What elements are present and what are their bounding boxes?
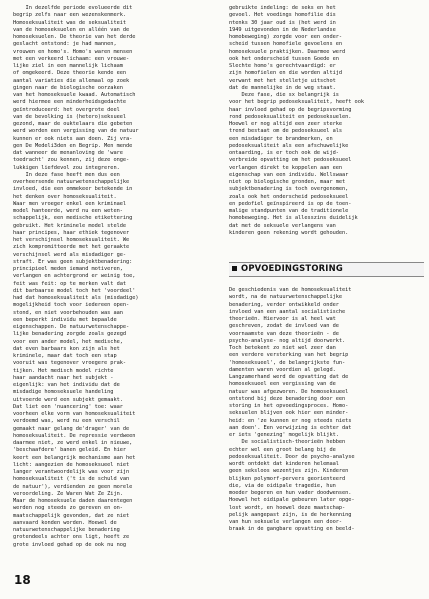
text-line: dit barbaarse model toch het 'voordeel' [13, 287, 136, 294]
text-line: begrip zelfs naar een wezenskenmerk. [13, 12, 127, 19]
text-line: Toch betekent zo niet wel zeer dan [229, 345, 336, 351]
text-line: voorheen elke vorm van homoseksualiteit [13, 411, 136, 417]
text-line: haar aandacht naar het subjekt - [13, 374, 114, 381]
text-line: of omgekeerd. Deze theorie kende een [13, 70, 127, 77]
text-line: van de bevolking is (hetero)seksueel [13, 113, 127, 120]
text-line: trend bestaat om de pedoseksueel als [229, 128, 343, 135]
text-line: ook het onderscheid tussen Goede en [229, 55, 339, 62]
heading-bullet-square [232, 266, 237, 271]
text-line: een verdere versterking van het begrip [229, 352, 349, 359]
text-line: lukkigen liefdevol zou integreren. [13, 164, 120, 171]
text-line: subjektbenadering is toch overgenomen, [229, 186, 349, 193]
text-line: malige standpunten van de traditionele [229, 208, 349, 214]
text-line: pelijk aangepast zijn, is de herkenning [229, 511, 352, 518]
text-line: Maar de homoseksuele daden daarentegen [13, 498, 133, 504]
text-line: storing in het opvoedingsproces. Homo- [229, 403, 349, 409]
text-line: ntenks 30 jaar oud is (het werd in [229, 19, 336, 26]
text-line: wordt, na de natuurwetenschappelijke [229, 294, 343, 301]
text-line: homoseksualiteit. De repressie verdween [13, 432, 136, 439]
text-line: homobeweging) zorgde voor een onder- [229, 34, 343, 40]
text-line: heid: en 'ze kunnen er nog steeds niets [229, 417, 352, 424]
text-line: Waar men vroeger enkel een kriminael [13, 200, 127, 207]
text-line: verlangen direkt te koppelen aan een [229, 164, 343, 171]
text-line: lijke ziel in een mannelijk lichaam [13, 63, 123, 69]
text-line: Slechte homo's gerechtvaardigd: er [229, 63, 336, 69]
text-line: het verschijnsel homoseksualiteit. We [13, 237, 130, 243]
text-line: tijken. Het medisch model richte [13, 367, 114, 374]
text-line: gebruikte indeling: de seks en het [229, 5, 336, 11]
text-line: schappelijk, een medische etikettering [13, 215, 133, 222]
text-line: geschreven, zodat de invloed van de [229, 323, 339, 330]
text-line: geslacht ontstond: je had mannen, [13, 41, 117, 48]
text-line: gebruikt. Het kriminele model stelde [13, 222, 127, 229]
text-line: natuur was afgezworen. De homoseksueel [229, 388, 349, 395]
text-line: seksuelen blijven ook hier een minder- [229, 410, 349, 417]
text-line: De socialistisch-theorieën hebben [229, 439, 346, 446]
text-line: dat even barbaars kon zijn als het [13, 345, 120, 352]
text-line: gevoel. Het voedings homofilie dis [229, 12, 336, 19]
text-line: 'homoseksueel', de belangrijkste fun- [229, 359, 346, 366]
text-line: invloed, die een ommekeer betekende in [13, 186, 133, 193]
text-line: zich kompromitteerde met het geraakte [13, 244, 130, 251]
text-line: een beperkt individu met bepaalde [13, 316, 117, 323]
text-line: homoseksualiteit ('t is de schuld van [13, 476, 130, 483]
page-number: 18 [14, 573, 31, 587]
text-line: dat de mannelijke in de weg staat. [229, 84, 336, 91]
text-line: uitvoerde werd een subjekt gemaakt. [13, 396, 123, 403]
text-line: niet op biologische gronden, maar met [229, 179, 346, 185]
text-line: zoals ook het onderscheid pedoseksueel [229, 193, 349, 200]
text-line: homoseksueel een vergissing van de [229, 381, 336, 388]
text-line: pedoseksualiteit. Door de psycho-analyse [229, 453, 355, 460]
text-line: lost wordt, en hoewel deze maatschap- [229, 504, 346, 511]
text-line: vrouwen en homo's. Homo's waren mensen [13, 48, 133, 55]
text-line: homobeweging. Het is allesszins duidelijk [229, 215, 358, 222]
text-line: voornaamste van deze theorieën - de [229, 330, 339, 337]
text-line: ontaarding, is er toch ook de wijd- [229, 150, 339, 156]
text-line: had dat homoseksualiteit als (misdadige) [13, 295, 139, 301]
text-line: wordt ontdekt dat kinderen helemaal [229, 461, 339, 467]
text-line: eigenschap van een individu. Wellswaar [229, 171, 349, 178]
text-line: verbreide opvatting om het pedoseksueel [229, 157, 352, 164]
text-line: scheid tussen homofiele gevoelens en [229, 41, 343, 48]
text-line: kinderen geen rekening wordt gehouden. [229, 229, 349, 236]
text-line: verwant met het stelletje uitschot [229, 77, 336, 84]
text-line: 1949 uitgevonden in de Nederlandse [229, 26, 336, 33]
text-line: Deze fase, die sx belangrijk is [229, 92, 339, 98]
right-top-text-column [229, 5, 424, 253]
text-line: damenten waren voordien al gelegd. [229, 366, 336, 373]
text-line: invloed van een aantal socialistische [229, 308, 346, 315]
text-line: Langzamerhand werd de opvatting dat de [229, 374, 349, 380]
text-line: dat wanneer de menanloving de 'ware [13, 150, 123, 156]
text-line: langer verantwoordelijk was voor zijn [13, 469, 130, 475]
text-line: Homoseksualiteit was de seksualiteit [13, 19, 127, 26]
text-line: braak in de gangbare opvatting en beeld- [229, 526, 355, 533]
text-line: Dat liet een 'nuancering' toe: waar [13, 403, 123, 410]
text-line: daarmee niet, ze werd enkel in nieuwe, [13, 440, 133, 446]
text-line: In deze fase heeft men dus een [13, 171, 120, 178]
text-line: werd hiermee een minderheidsgedachte [13, 99, 127, 106]
text-line: werden nog steeds zo gereven en on- [13, 505, 123, 512]
text-line: gemaakt naar gelang de'drager' van de [13, 425, 130, 432]
text-line: rond pedoseksualiteit en pedoseksuelen. [229, 113, 352, 120]
text-line: theorieën. Hiervoor is al heel wat [229, 316, 336, 322]
text-line: voor het begrip pedoseksualiteit, heeft ook [229, 99, 364, 106]
text-line: benadering, verder ontwikkeld onder [229, 301, 339, 308]
text-line: stond, en niet voorbehouden was aan [13, 309, 123, 316]
text-line: er iets 'genezing' mogelijk blijkt. [229, 432, 339, 438]
text-line: feit was feit: op te merken valt dat [13, 280, 127, 287]
text-line: verdoemd was, werd nu een verschil [13, 418, 120, 425]
text-line: maatschappelijk gevonden, dat ze niet [13, 512, 130, 519]
text-line: model hanteerde, werd nu een weten- [13, 208, 123, 214]
text-line: haar invloed gehad op de begripsvorming [229, 106, 352, 113]
text-line: homoseksuele praktijken. Daarmee werd [229, 48, 346, 55]
text-line: licht: aangezien de homoseksueel niet [13, 461, 130, 468]
text-line: van het homoseksuele kwaad. Automatisch [13, 92, 136, 98]
text-line: Hoewel het oidipale gebeuren later opge- [229, 497, 355, 504]
text-line: van de homoseksuelen en alléén van de [13, 26, 130, 33]
text-line: mogelijkheid toch voor iedereen open- [13, 302, 130, 309]
text-line: principieel meden iemand motiveren, [13, 266, 123, 272]
text-line: homoseksuelen. De theorie van het derde [13, 34, 136, 40]
text-line: straft. Er was geen subjektbenadering: [13, 258, 133, 265]
text-line: met een verkeerd lichaam: een vrouwe- [13, 55, 130, 62]
text-line: gen De Medeli3den en Begrip. Men mende [13, 142, 133, 149]
text-line: vooruit was tegenover vroegere prak- [13, 360, 127, 367]
section-heading: OPVOEDINGSTORING [241, 263, 343, 273]
text-line: ontstond bij deze benadering door een [229, 395, 346, 402]
text-line: Hoewel er nog altijd een zeer sterke [229, 121, 343, 127]
text-line: aantal variaties die allemaal op zoek [13, 77, 130, 84]
text-line: kriminele, maar dat toch een stap [13, 353, 117, 359]
text-line: natuurwetenschappelijke benadering [13, 527, 120, 533]
text-line: grotendeels achter ons ligt, heeft ze [13, 534, 130, 541]
text-line: verschijnsel werd als misdadiger ge- [13, 251, 127, 258]
text-line: aanvaard konden worden. Hoewel de [13, 519, 117, 526]
text-line: In dezelfde periode evolueerde dit [13, 5, 133, 11]
text-line: en pedofiel geïnspireerd is op de toen- [229, 200, 352, 207]
text-line: eigenschappen. De natuurwetenschappe- [13, 324, 130, 330]
text-line: van hun seksuele verlangen een door- [229, 519, 343, 525]
text-line: psycho-analyse- nog altijd doorwerkt. [229, 337, 346, 344]
text-line: geïntroduceerd: het overgrote deel [13, 106, 120, 113]
text-line: overheersende natuurwetenschappelijke [13, 179, 130, 185]
text-line: misdadige homoseksuele handeling [13, 389, 114, 396]
text-line: eigenlijk: van het individu dat de [13, 382, 120, 388]
right-bottom-text-column [229, 287, 424, 593]
text-line: toedracht' zou kennen, zij deze onge- [13, 157, 130, 164]
text-line: verlangen en achtergrond er weinig toe, [13, 273, 136, 280]
left-text-column [13, 5, 216, 570]
text-line: 'beschaafdere' banen geleid. En hier [13, 447, 127, 454]
text-line: kunnen er ook niets aan doen. Zij vra- [13, 135, 133, 142]
text-line: veroordeling. Ze Waren Wat Ze Zijn. [13, 490, 123, 497]
text-line: het denken over homoseksualiteit. [13, 193, 117, 200]
text-line: gingen naar de biologische oorzaken [13, 84, 123, 91]
text-line: werd worden een vergissing van de natuur [13, 128, 139, 135]
text-line: De geschiedenis van de homoseksualiteit [229, 287, 352, 293]
text-line: de natuur'), verdienden ze geen morele [13, 483, 133, 490]
text-line: pedoseksualiteit als een afschuwelijke [229, 142, 349, 149]
text-line: dat met de seksuele verlangens van [229, 222, 336, 229]
text-line: geen seksloos wezentjes zijn. Kinderen [229, 468, 349, 475]
text-line: keert een belangrijk mechanisme aan het [13, 454, 136, 461]
text-line: blijken polymorf-pervers georienteerd [229, 475, 346, 482]
text-line: haar principes, haar ethiek tegenover [13, 229, 130, 236]
text-line: zijn homofielen en die worden altijd [229, 70, 343, 77]
text-line: die, via de oidipale tragedie, hun [229, 482, 336, 489]
text-line: aan doen'. Een verwijzing is echter dat [229, 424, 352, 431]
text-line: voor een ander model, het medische, [13, 338, 123, 345]
text-line: echter wel een groot belang bij de [229, 446, 336, 453]
text-line: lijke benadering zorgde zoals gezegd [13, 331, 127, 338]
text-line: grote invloed gehad op de ook nu nog [13, 541, 127, 548]
text-line: moeder begeren en hun vader doodwensen. [229, 490, 352, 496]
text-line: een misdadiger te brandmerken, en [229, 135, 333, 142]
text-line: gezond, maar de ouktelaars die gebeten [13, 121, 133, 127]
